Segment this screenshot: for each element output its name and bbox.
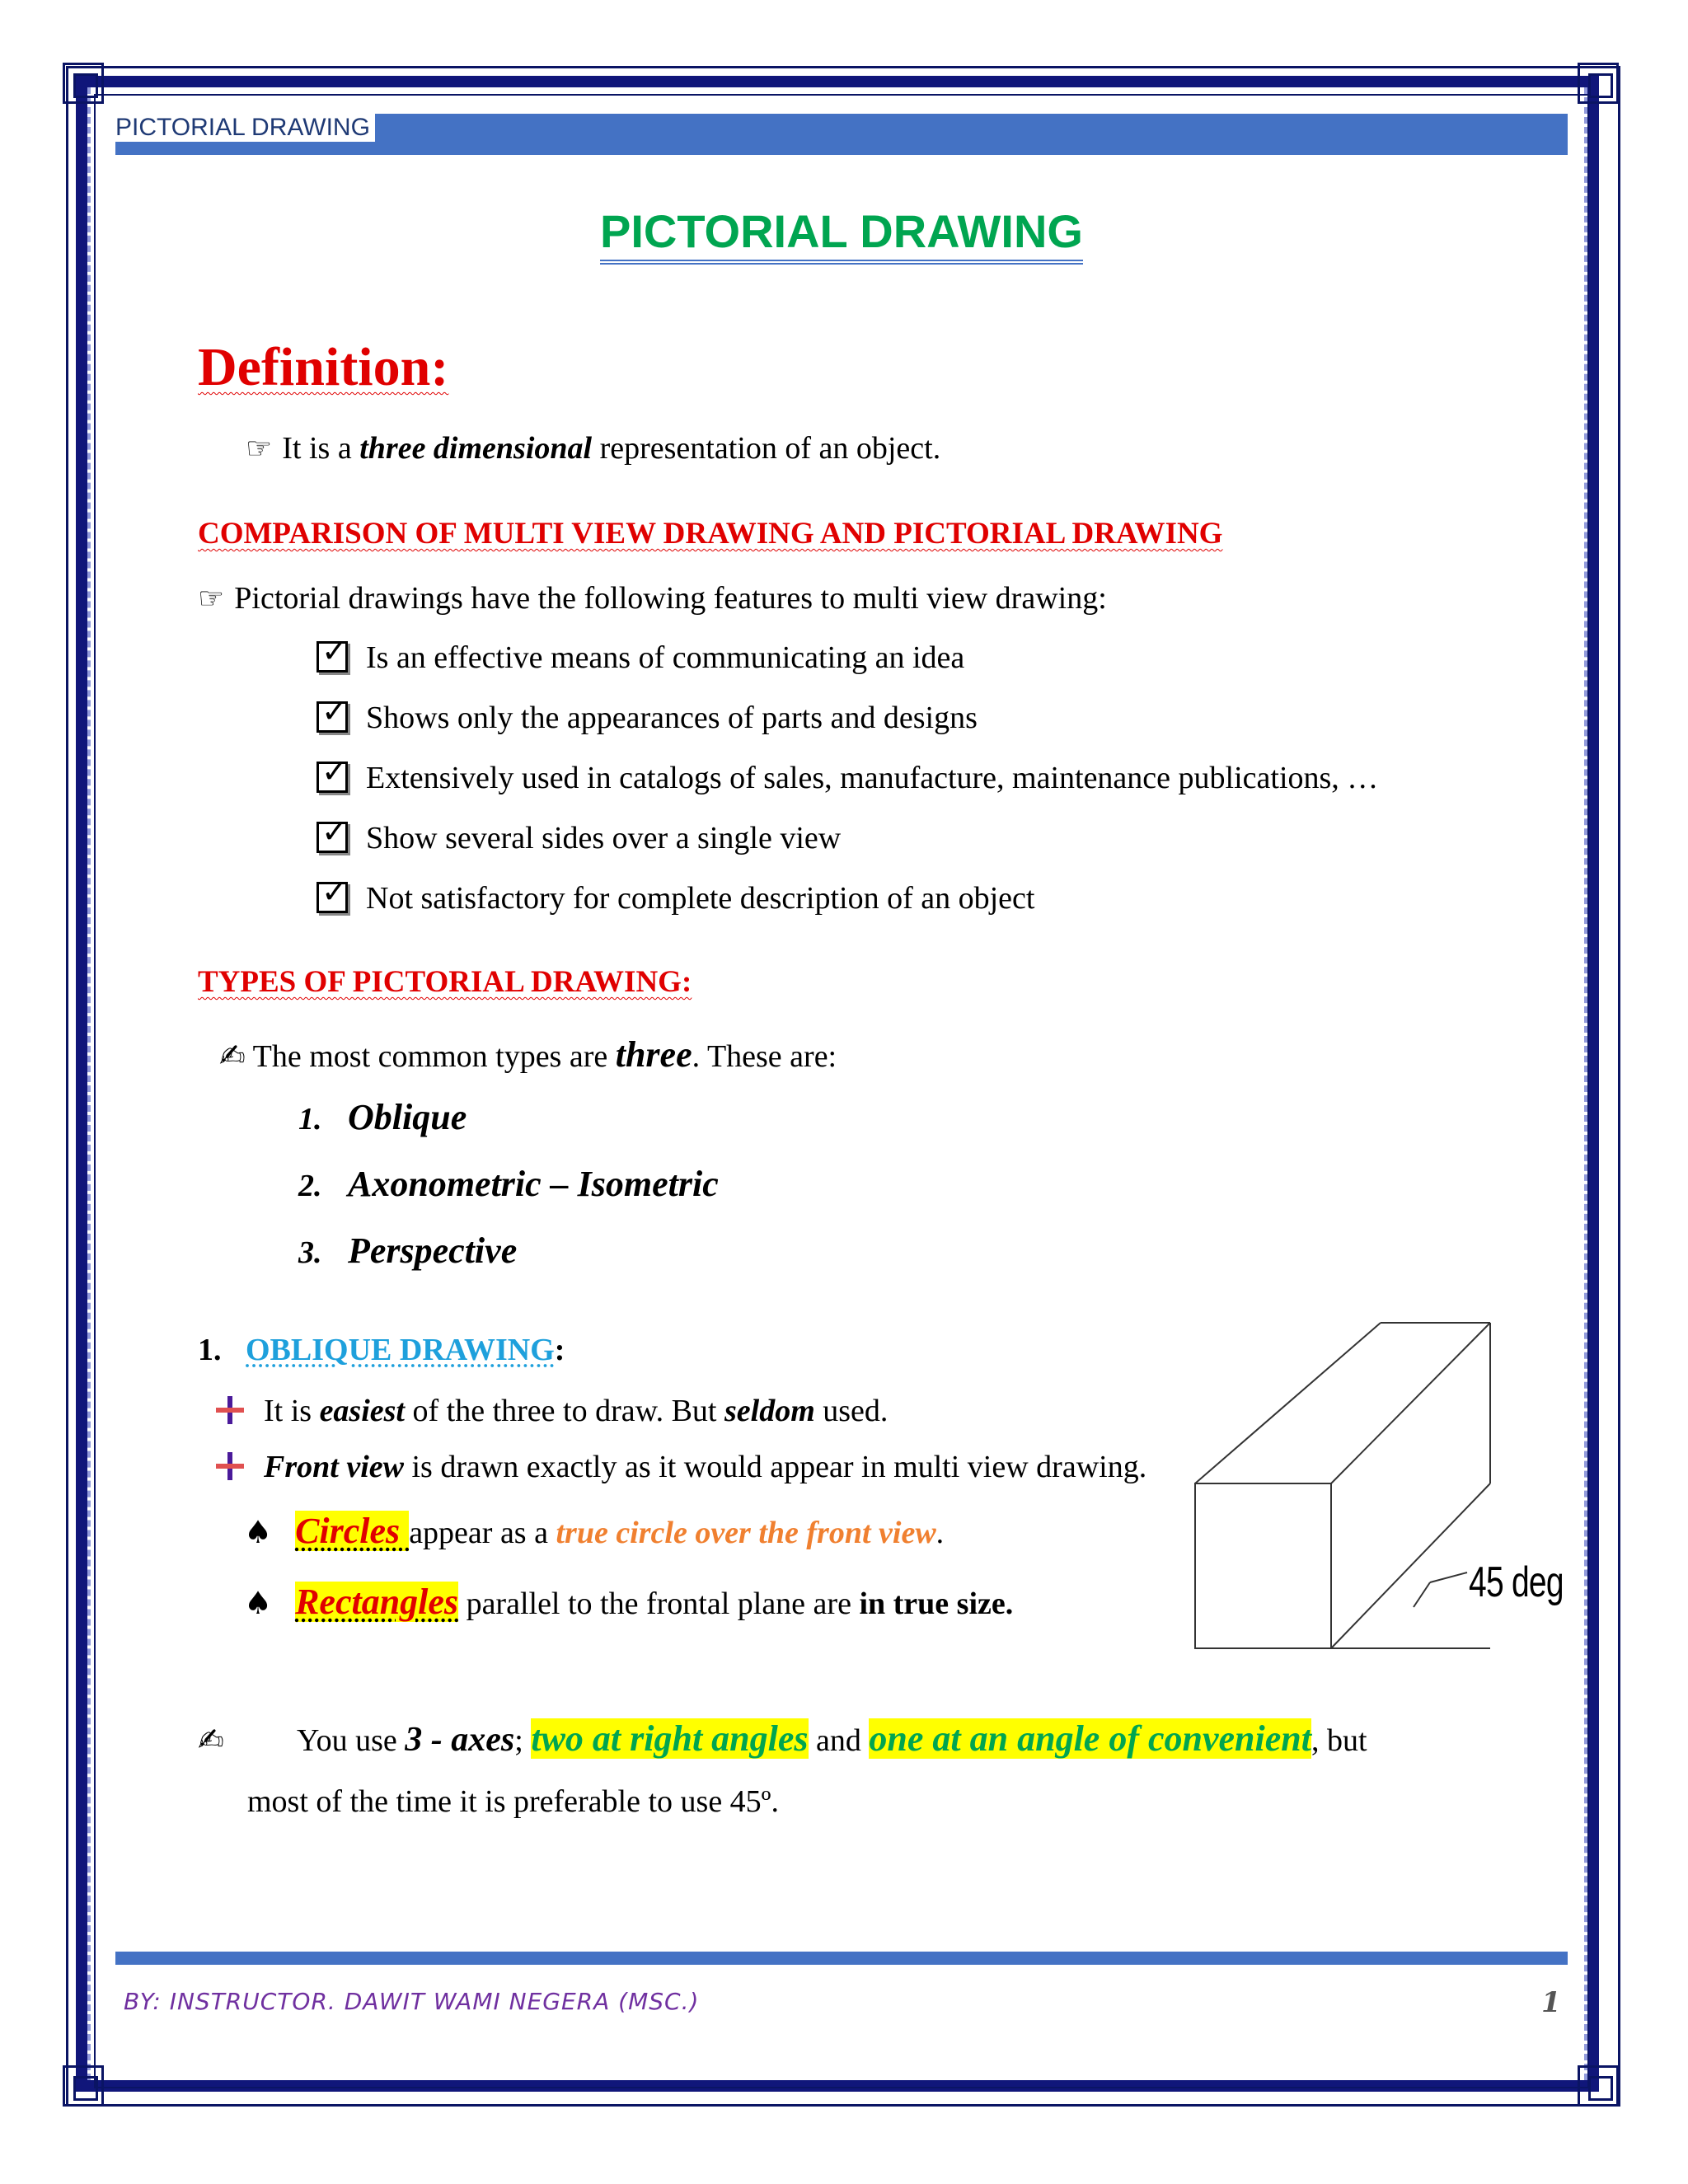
emph: Front view (264, 1450, 404, 1484)
definition-emph: three dimensional (359, 431, 593, 466)
list-item-text: Axonometric – Isometric (348, 1164, 719, 1204)
spade-bullet-icon: ♠ (244, 1514, 273, 1550)
footer-bar (115, 1952, 1568, 1965)
list-item (298, 1096, 467, 1138)
oblique-bullet-2 (216, 1449, 1146, 1485)
list-item (298, 1230, 517, 1272)
text: parallel to the frontal plane are (458, 1586, 860, 1621)
oblique-axes-line-1 (198, 1718, 1367, 1760)
list-item-text: Not satisfactory for complete description of an object (366, 881, 1035, 916)
list-item-text: Show several sides over a single view (366, 821, 842, 855)
list-item (316, 753, 1379, 796)
bold-text: in true size. (859, 1586, 1014, 1621)
text: appear as a (409, 1516, 556, 1550)
header-title: PICTORIAL DRAWING (115, 114, 375, 142)
types-intro-post: . These are: (692, 1039, 837, 1074)
emph: easiest (319, 1394, 405, 1428)
leader-line (1414, 1582, 1430, 1607)
oblique-bullet-1 (216, 1393, 888, 1429)
types-heading: TYPES OF PICTORIAL DRAWING: (198, 965, 692, 999)
text: . (935, 1516, 945, 1550)
pointing-hand-icon: ☞ (246, 432, 273, 466)
pointing-hand-icon: ☞ (198, 582, 225, 616)
list-number: 1. (298, 1102, 322, 1137)
highlight: one at an angle of convenient (869, 1718, 1311, 1759)
types-intro-emph: three (615, 1034, 692, 1075)
oblique-axes-line-2: most of the time it is preferable to use 45º. (247, 1784, 779, 1819)
comparison-intro (198, 580, 1107, 616)
list-item (316, 813, 842, 856)
list-item (316, 874, 1035, 916)
highlight: Rectangles (295, 1582, 459, 1622)
checkbox-checked-icon: ✓ (316, 882, 348, 913)
definition-pre: It is a (282, 431, 360, 466)
box-edge (1331, 1483, 1490, 1648)
oblique-sub-2 (244, 1581, 1013, 1623)
corner-ornament-bottom-right (1578, 2065, 1619, 2107)
checkbox-checked-icon: ✓ (316, 701, 348, 733)
text: It is (264, 1394, 320, 1428)
box-edge (1331, 1323, 1490, 1483)
list-item-text: Perspective (348, 1230, 518, 1271)
list-number: 3. (298, 1235, 322, 1270)
page-title: PICTORIAL DRAWING (600, 204, 1083, 265)
list-item-text: Extensively used in catalogs of sales, manufacture, maintenance publications, … (366, 761, 1379, 795)
corner-ornament-top-right (1578, 63, 1619, 104)
definition-heading: Definition: (198, 337, 449, 397)
oblique-heading (198, 1332, 565, 1368)
oblique-box-figure (1179, 1310, 1591, 1665)
highlight: Circles (295, 1511, 410, 1551)
list-item-text: Is an effective means of communicating an idea (366, 640, 965, 675)
oblique-sub-1 (244, 1510, 944, 1552)
text: , but (1311, 1723, 1367, 1758)
leader-line (1430, 1572, 1467, 1582)
text: and (808, 1723, 870, 1758)
plus-bullet-icon (216, 1452, 244, 1480)
text: is drawn exactly as it would appear in multi view drawing. (403, 1450, 1147, 1484)
box-front-face (1195, 1483, 1331, 1648)
text: ; (514, 1723, 532, 1758)
box-lines (1195, 1323, 1490, 1648)
text: of the three to draw. But (405, 1394, 724, 1428)
angle-label: 45 deg (1469, 1558, 1564, 1606)
list-item (316, 693, 978, 736)
checkbox-checked-icon: ✓ (316, 762, 348, 793)
checkbox-checked-icon: ✓ (316, 822, 348, 853)
types-intro (219, 1033, 837, 1076)
list-item-text: Oblique (348, 1097, 467, 1137)
comparison-heading: COMPARISON OF MULTI VIEW DRAWING AND PICTORIAL DRAWING (198, 517, 1223, 551)
emph: 3 - axes (405, 1721, 515, 1759)
oblique-colon: : (554, 1333, 565, 1367)
comparison-intro-text: Pictorial drawings have the following features to multi view drawing: (234, 581, 1107, 616)
oblique-number: 1. (198, 1333, 222, 1367)
text: You use (297, 1723, 406, 1758)
corner-ornament-bottom-left (63, 2065, 104, 2107)
spade-bullet-icon: ♠ (244, 1585, 273, 1621)
oblique-heading-label: OBLIQUE DRAWING (246, 1333, 555, 1367)
list-item (298, 1163, 719, 1205)
text: used. (814, 1394, 889, 1428)
definition-post: representation of an object. (592, 431, 941, 466)
emph: seldom (724, 1394, 815, 1428)
list-number: 2. (298, 1169, 322, 1203)
types-intro-pre: The most common types are (252, 1039, 616, 1074)
list-item-text: Shows only the appearances of parts and designs (366, 701, 978, 735)
page-number: 1 (1541, 1986, 1561, 2019)
corner-ornament-top-left (63, 63, 104, 104)
writing-hand-icon: ✍ (198, 1722, 224, 1758)
definition-text (246, 430, 940, 466)
orange-text: true circle over the front view (556, 1516, 936, 1550)
highlight: two at right angles (531, 1718, 809, 1759)
footer-author: BY: INSTRUCTOR. DAWIT WAMI NEGERA (MSC.) (124, 1988, 700, 2015)
plus-bullet-icon (216, 1396, 244, 1424)
writing-hand-icon: ✍ (219, 1038, 246, 1074)
list-item (316, 633, 965, 676)
checkbox-checked-icon: ✓ (316, 641, 348, 673)
box-edge (1195, 1323, 1381, 1483)
